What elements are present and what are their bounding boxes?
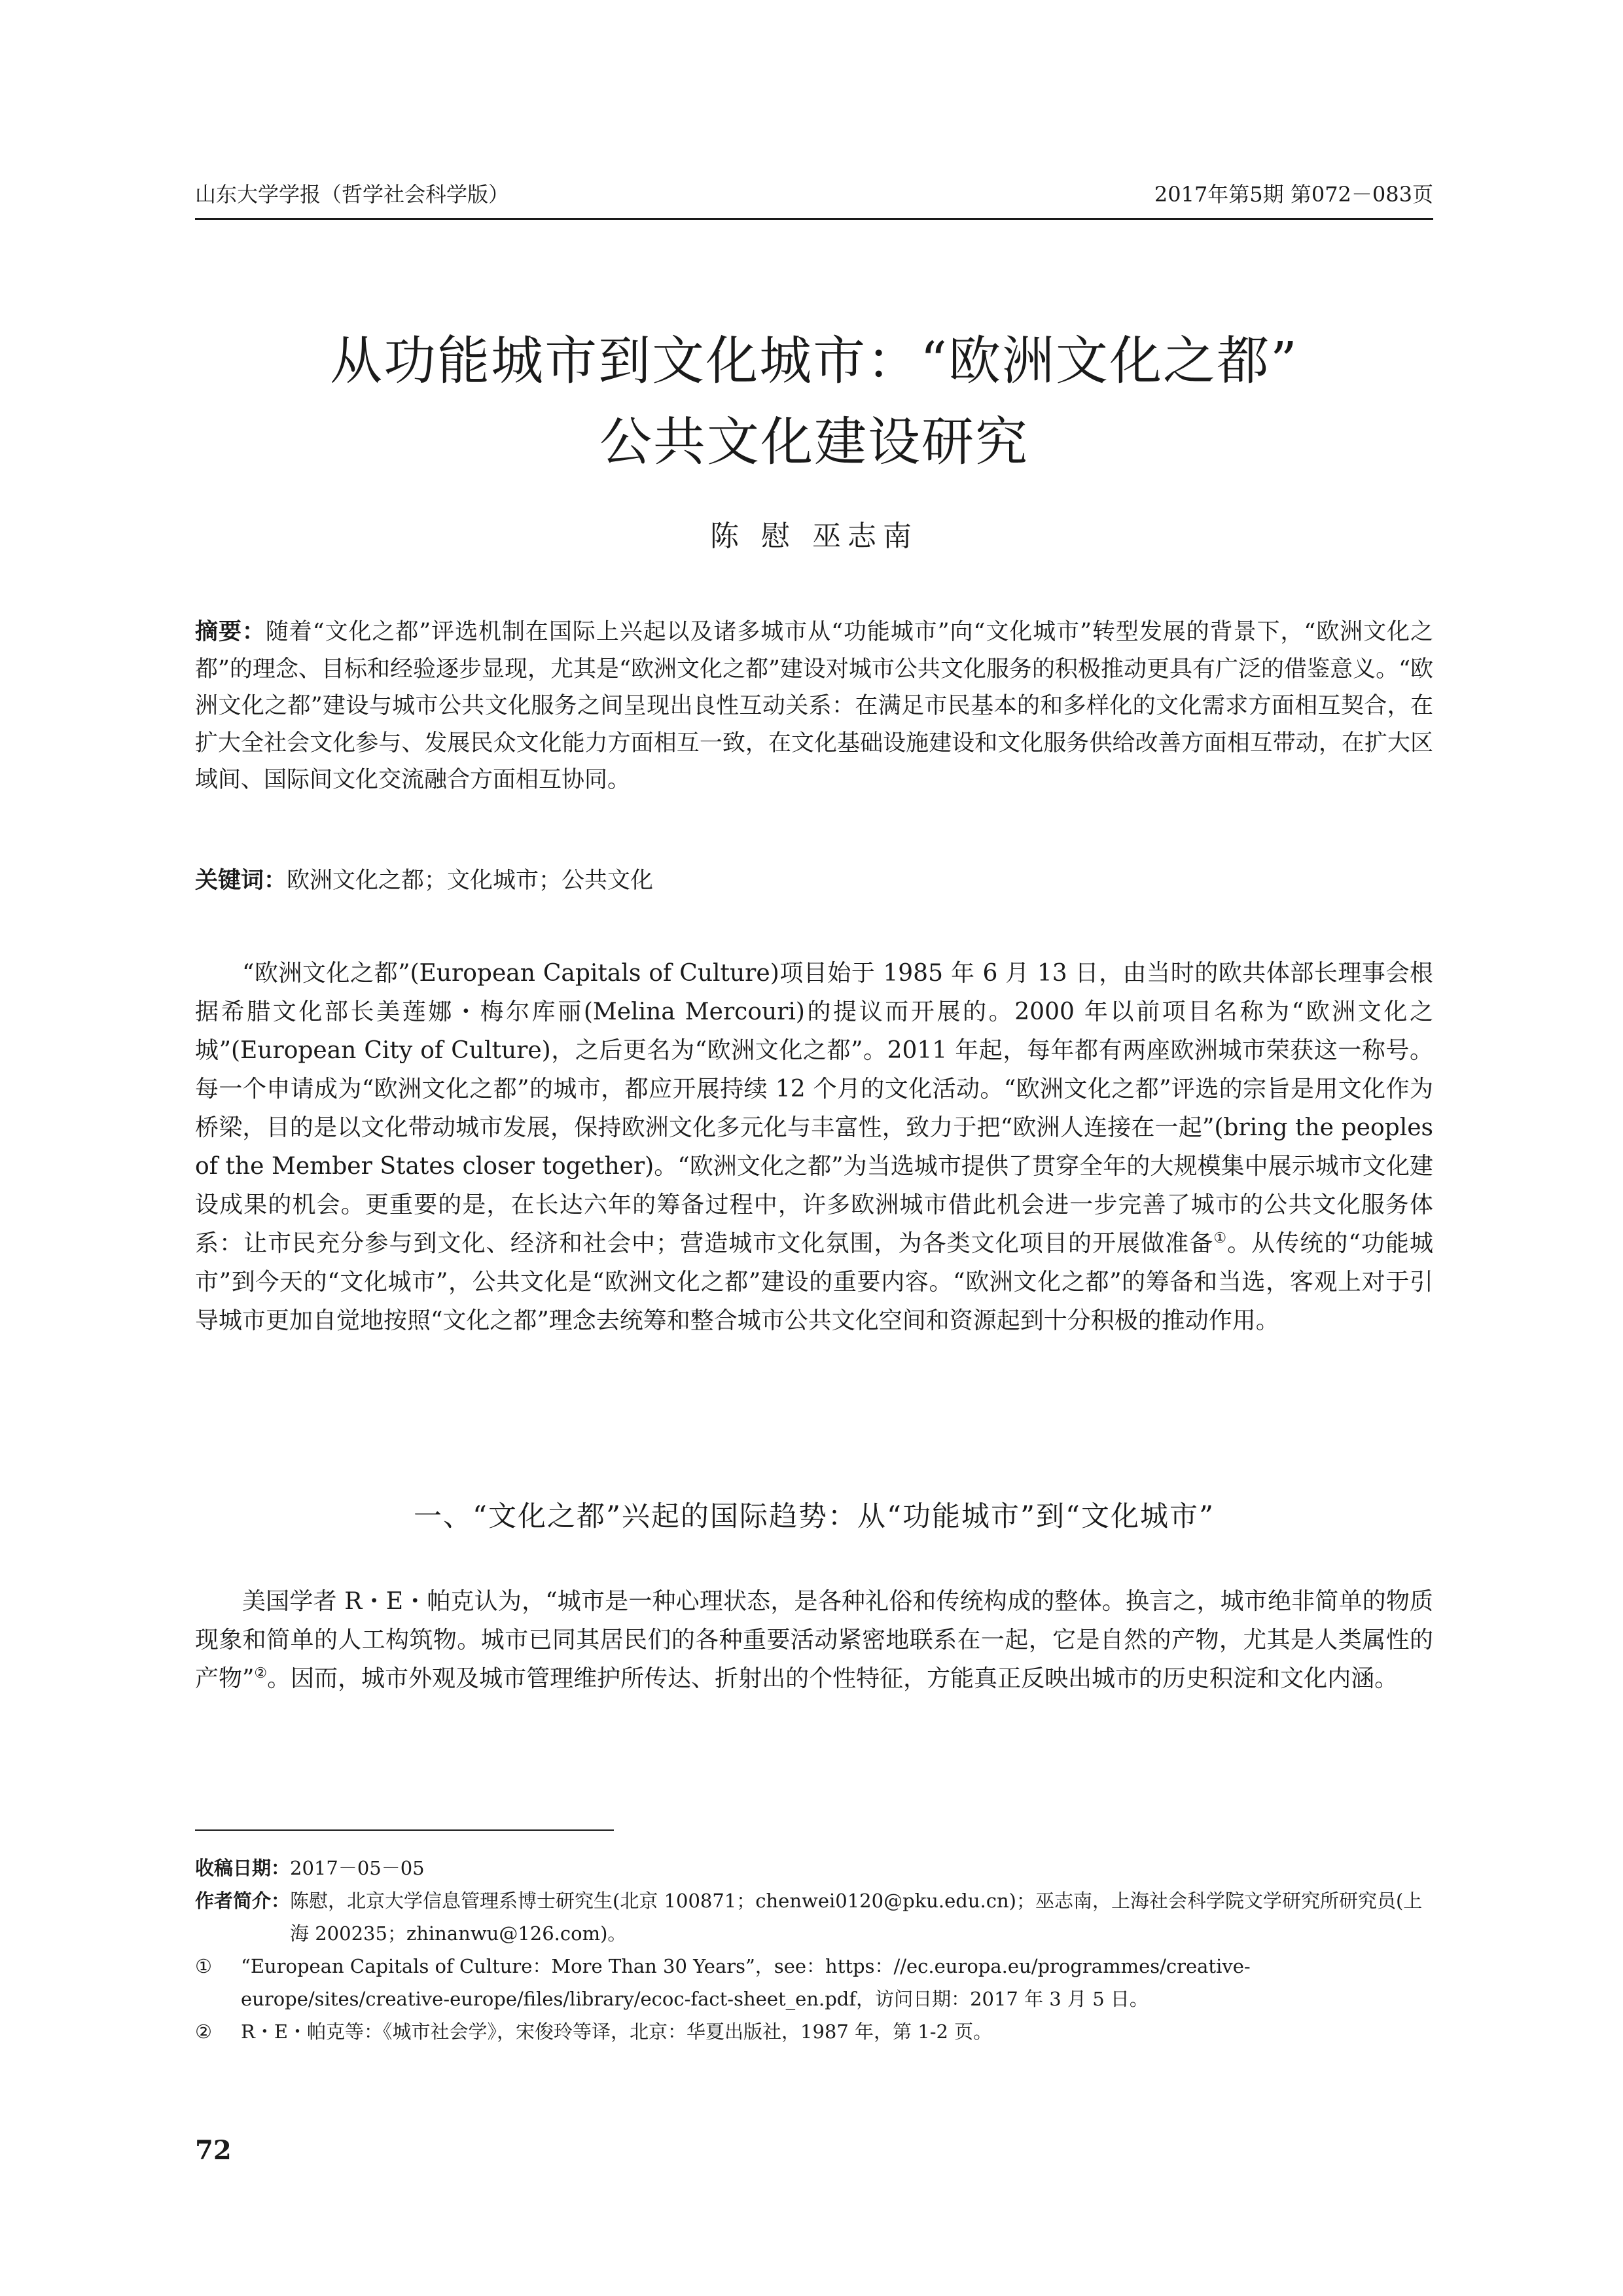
footnote-ref-1[interactable]: ① — [1213, 1230, 1228, 1246]
footnote-2-text: R・E・帕克等：《城市社会学》，宋俊玲等译，北京：华夏出版社，1987 年，第 1-2 页。 — [241, 2021, 993, 2043]
received-date — [195, 1852, 1433, 1884]
author-bio-label: 作者简介： — [195, 1890, 291, 1912]
journal-name: 山东大学学报（哲学社会科学版） — [195, 182, 510, 207]
title-line-1: 从功能城市到文化城市：“欧洲文化之都” — [330, 330, 1298, 391]
page-number: 72 — [195, 2135, 232, 2166]
issue-info: 2017年第5期 第072－083页 — [1154, 182, 1433, 207]
abstract-label: 摘要： — [195, 619, 266, 645]
footnote-1 — [195, 1950, 1433, 2015]
footnote-1-mark: ① — [195, 1955, 212, 1977]
footnote-1-text: “European Capitals of Culture：More Than 30 Years”，see：https：//ec.europa.eu/programmes/creative-europe/sites/creative-europe/files/library/ecoc-fact-sheet_en.pdf，访问日期：2017 年 3 月 5 日。 — [241, 1955, 1251, 2010]
author-line: 陈 慰 巫志南 — [710, 520, 918, 553]
footnote-rule — [195, 1829, 614, 1831]
section-text-a: 美国学者 R・E・帕克认为，“城市是一种心理状态，是各种礼俗和传统构成的整体。换言之，城市绝非简单的物质现象和简单的人工构筑物。城市已同其居民们的各种重要活动紧密地联系在一起，它是自然的产物，尤其是人类属性的产物” — [195, 1588, 1433, 1692]
keywords-label: 关键词： — [195, 868, 287, 894]
header-rule — [195, 218, 1433, 220]
article-title — [195, 321, 1433, 483]
keywords-text: 欧洲文化之都；文化城市；公共文化 — [287, 868, 654, 894]
footnotes — [195, 1852, 1433, 2048]
section-heading: 一、“文化之都”兴起的国际趋势：从“功能城市”到“文化城市” — [414, 1500, 1215, 1533]
abstract-text: 随着“文化之都”评选机制在国际上兴起以及诸多城市从“功能城市”向“文化城市”转型发展的背景下，“欧洲文化之都”的理念、目标和经验逐步显现，尤其是“欧洲文化之都”建设对城市公共文化服务的积极推动更具有广泛的借鉴意义。“欧洲文化之都”建设与城市公共文化服务之间呈现出良性互动关系：在满足市民基本的和多样化的文化需求方面相互契合，在扩大全社会文化参与、发展民众文化能力方面相互一致，在文化基础设施建设和文化服务供给改善方面相互带动，在扩大区域间、国际间文化交流融合方面相互协同。 — [195, 619, 1433, 794]
abstract — [195, 614, 1433, 799]
footnote-ref-2[interactable]: ② — [254, 1665, 268, 1682]
section-text-b: 。因而，城市外观及城市管理维护所传达、折射出的个性特征，方能真正反映出城市的历史积淀和文化内涵。 — [267, 1665, 1399, 1692]
author-bio-text: 陈慰，北京大学信息管理系博士研究生(北京 100871；chenwei0120@pku.edu.cn)；巫志南，上海社会科学院文学研究所研究员(上海 200235；zhinanwu@126.com)。 — [290, 1890, 1423, 1945]
running-header — [195, 180, 1433, 209]
author-bio — [195, 1884, 1433, 1950]
title-line-2: 公共文化建设研究 — [599, 412, 1029, 472]
received-value: 2017－05－05 — [290, 1857, 425, 1879]
intro-text-b: 。从传统的“功能城市”到今天的“文化城市”，公共文化是“欧洲文化之都”建设的重要内容。“欧洲文化之都”的筹备和当选，客观上对于引导城市更加自觉地按照“文化之都”理念去统筹和整合城市公共文化空间和资源起到十分积极的推动作用。 — [195, 1230, 1433, 1334]
intro-text-a: “欧洲文化之都”(European Capitals of Culture)项目始于 1985 年 6 月 13 日，由当时的欧共体部长理事会根据希腊文化部长美莲娜・梅尔库丽(Melina Mercouri)的提议而开展的。2000 年以前项目名称为“欧洲文化之城”(European City of Culture)，之后更名为“欧洲文化之都”。2011 年起，每年都有两座欧洲城市荣获这一称号。每一个申请成为“欧洲文化之都”的城市，都应开展持续 12 个月的文化活动。“欧洲文化之都”评选的宗旨是用文化作为桥梁，目的是以文化带动城市发展，保持欧洲文化多元化与丰富性，致力于把“欧洲人连接在一起”(bring the peoples of the Member States closer together)。“欧洲文化之都”为当选城市提供了贯穿全年的大规模集中展示城市文化建设成果的机会。更重要的是，在长达六年的筹备过程中，许多欧洲城市借此机会进一步完善了城市的公共文化服务体系：让市民充分参与到文化、经济和社会中；营造城市文化氛围，为各类文化项目的开展做准备 — [195, 960, 1433, 1257]
section-paragraph — [195, 1582, 1433, 1698]
footnote-2 — [195, 2015, 1433, 2048]
intro-paragraph — [195, 954, 1433, 1340]
footnote-2-mark: ② — [195, 2021, 212, 2043]
received-label: 收稿日期： — [195, 1857, 291, 1879]
keywords — [195, 862, 1433, 899]
